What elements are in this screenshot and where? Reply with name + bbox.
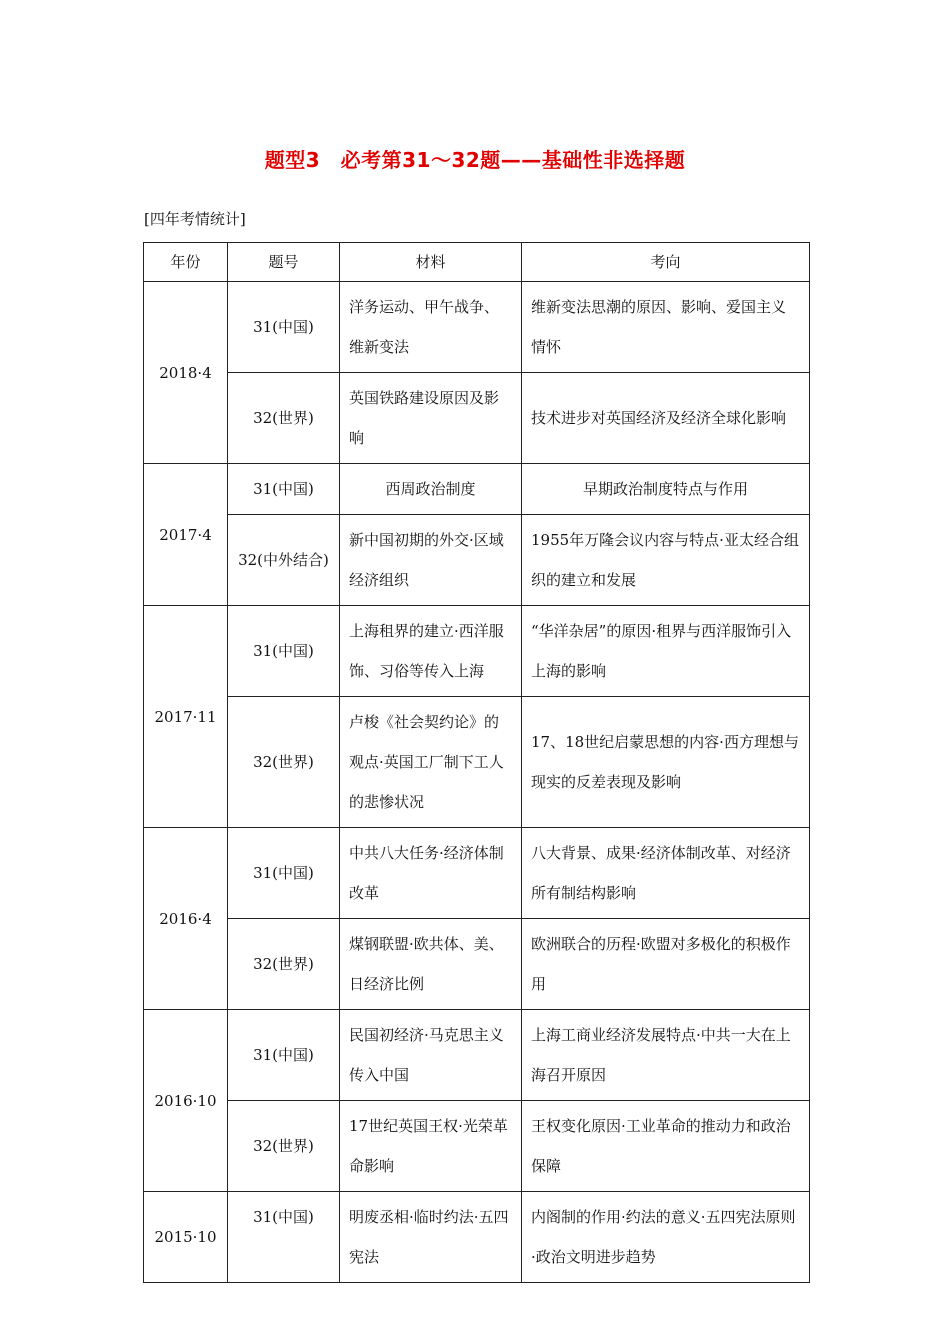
table-row [144, 828, 810, 919]
year-cell: 2016·4 [144, 828, 228, 1010]
table-row [144, 1192, 810, 1283]
question-number-cell: 31(中国) [228, 282, 340, 373]
direction-cell: 八大背景、成果·经济体制改革、对经济所有制结构影响 [522, 828, 810, 919]
year-cell: 2017·11 [144, 606, 228, 828]
header-year: 年份 [144, 243, 228, 282]
direction-cell: 欧洲联合的历程·欧盟对多极化的积极作用 [522, 919, 810, 1010]
table-row [144, 515, 810, 606]
direction-cell: 早期政治制度特点与作用 [522, 464, 810, 515]
material-cell: 中共八大任务·经济体制改革 [340, 828, 522, 919]
material-cell: 西周政治制度 [340, 464, 522, 515]
question-number-cell: 32(世界) [228, 1101, 340, 1192]
direction-cell: 1955年万隆会议内容与特点·亚太经合组织的建立和发展 [522, 515, 810, 606]
year-cell: 2015·10 [144, 1192, 228, 1283]
material-cell: 卢梭《社会契约论》的观点·英国工厂制下工人的悲惨状况 [340, 697, 522, 828]
table-row [144, 1101, 810, 1192]
table-row [144, 1010, 810, 1101]
direction-cell: 上海工商业经济发展特点·中共一大在上海召开原因 [522, 1010, 810, 1101]
question-number-cell: 31(中国) [228, 828, 340, 919]
table-row [144, 606, 810, 697]
year-cell: 2018·4 [144, 282, 228, 464]
table-header-row [144, 243, 810, 282]
direction-cell: 王权变化原因·工业革命的推动力和政治保障 [522, 1101, 810, 1192]
material-cell: 新中国初期的外交·区域经济组织 [340, 515, 522, 606]
table-row [144, 919, 810, 1010]
table-row [144, 282, 810, 373]
direction-cell: “华洋杂居”的原因·租界与西洋服饰引入上海的影响 [522, 606, 810, 697]
question-number-cell: 32(中外结合) [228, 515, 340, 606]
material-cell: 煤钢联盟·欧共体、美、日经济比例 [340, 919, 522, 1010]
table-row [144, 373, 810, 464]
direction-cell: 内阁制的作用·约法的意义·五四宪法原则·政治文明进步趋势 [522, 1192, 810, 1283]
question-number-cell: 31(中国) [228, 606, 340, 697]
question-number-cell: 31(中国) [228, 1010, 340, 1101]
question-number-cell: 32(世界) [228, 697, 340, 828]
question-number-cell: 32(世界) [228, 373, 340, 464]
section-label: [四年考情统计] [144, 210, 246, 228]
direction-cell: 技术进步对英国经济及经济全球化影响 [522, 373, 810, 464]
header-material: 材料 [340, 243, 522, 282]
material-cell: 明废丞相·临时约法·五四宪法 [340, 1192, 522, 1283]
table-row [144, 464, 810, 515]
direction-cell: 维新变法思潮的原因、影响、爱国主义情怀 [522, 282, 810, 373]
material-cell: 民国初经济·马克思主义传入中国 [340, 1010, 522, 1101]
header-question-number: 题号 [228, 243, 340, 282]
year-cell: 2016·10 [144, 1010, 228, 1192]
header-direction: 考向 [522, 243, 810, 282]
page-title: 题型3 必考第31～32题——基础性非选择题 [264, 148, 686, 172]
material-cell: 英国铁路建设原因及影响 [340, 373, 522, 464]
material-cell: 洋务运动、甲午战争、维新变法 [340, 282, 522, 373]
exam-statistics-table [143, 242, 810, 1283]
question-number-cell: 31(中国) [228, 464, 340, 515]
direction-cell: 17、18世纪启蒙思想的内容·西方理想与现实的反差表现及影响 [522, 697, 810, 828]
material-cell: 17世纪英国王权·光荣革命影响 [340, 1101, 522, 1192]
question-number-cell: 31(中国) [228, 1192, 340, 1283]
table-row [144, 697, 810, 828]
material-cell: 上海租界的建立·西洋服饰、习俗等传入上海 [340, 606, 522, 697]
question-number-cell: 32(世界) [228, 919, 340, 1010]
year-cell: 2017·4 [144, 464, 228, 606]
